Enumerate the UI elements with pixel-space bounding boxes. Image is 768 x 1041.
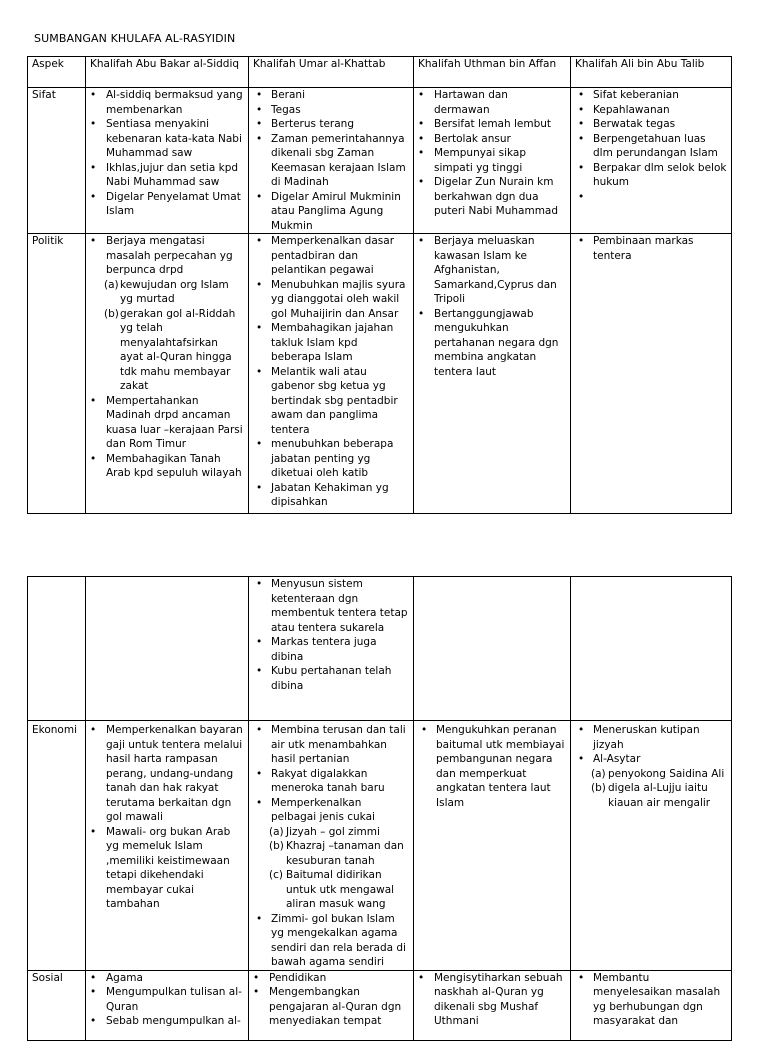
list-item: • Berpakar dlm selok belok hukum (575, 161, 727, 190)
politik-cont-uthman (414, 577, 571, 721)
list-item: • Digelar Zun Nurain km berkahwan dgn dua puteri Nabi Muhammad (418, 175, 566, 219)
header-uthman: Khalifah Uthman bin Affan (414, 57, 571, 88)
sub-item-label: (a) (591, 767, 606, 780)
document-title: SUMBANGAN KHULAFA AL-RASYIDIN (34, 32, 236, 45)
list-item: • Pembinaan markas tentera (575, 234, 727, 263)
sub-item (90, 278, 244, 307)
list-item: • menubuhkan beberapa jabatan penting yg diketuai oleh katib (253, 437, 409, 481)
list-item: • Hartawan dan dermawan (418, 88, 566, 117)
list-item: • Memperkenalkan pelbagai jenis cukai (253, 796, 409, 825)
row-sifat (28, 88, 732, 234)
politik-abu-bakar (86, 234, 249, 514)
list-item: • Memperkenalkan bayaran gaji untuk tentera melalui hasil harta rampasan perang, undang-undang tanah dan hak rakyat terutama berkaitan dgn gol mawali (90, 723, 244, 825)
list-item: • Berpengetahuan luas dlm perundangan Islam (575, 132, 727, 161)
list-item: • Sentiasa menyakini kebenaran kata-kata Nabi Muhammad saw (90, 117, 244, 161)
sub-item-text: kewujudan org Islam yg murtad (120, 278, 229, 305)
politik-uthman (414, 234, 571, 514)
aspect-ekonomi: Ekonomi (28, 721, 86, 971)
sifat-umar (249, 88, 414, 234)
header-ali: Khalifah Ali bin Abu Talib (571, 57, 732, 88)
list-item: • Mempertahankan Madinah drpd ancaman kuasa luar –kerajaan Parsi dan Rom Timur (90, 394, 244, 452)
sub-item-label: (b) (104, 307, 119, 320)
sub-item-text: penyokong Saidina Ali (608, 767, 725, 780)
aspect-empty (28, 577, 86, 721)
politik-cont-abu-bakar (86, 577, 249, 721)
header-aspek: Aspek (28, 57, 86, 88)
header-row (28, 57, 732, 88)
list-item: • Rakyat digalakkan meneroka tanah baru (253, 767, 409, 796)
list-item: • Mengembangkan pengajaran al-Quran dgn menyediakan tempat (253, 985, 409, 1029)
list-item: • Menyusun sistem ketenteraan dgn membentuk tentera tetap atau tentera sukarela (253, 577, 409, 635)
list-item: • Membantu menyelesaikan masalah yg berhubungan dgn masyarakat dan (575, 971, 727, 1029)
list-item: • Sifat keberanian (575, 88, 727, 103)
list-item: • Kepahlawanan (575, 103, 727, 118)
contributions-table-part-2 (27, 576, 732, 1041)
list-item: • Zimmi- gol bukan Islam yg mengekalkan agama sendiri dan rela berada di bawah agama sendiri (253, 912, 409, 970)
list-item: • Mawali- org bukan Arab yg memeluk Islam ,memiliki keistimewaan tetapi dikehendaki membayar cukai tambahan (90, 825, 244, 912)
sub-item (575, 781, 727, 810)
sosial-umar (249, 970, 414, 1040)
list-item: • Memperkenalkan dasar pentadbiran dan pelantikan pegawai (253, 234, 409, 278)
sub-item (253, 839, 409, 868)
politik-umar (249, 234, 414, 514)
aspect-politik: Politik (28, 234, 86, 514)
sub-item-label: (c) (269, 869, 283, 881)
list-item: • Membina terusan dan tali air utk menambahkan hasil pertanian (253, 723, 409, 767)
sub-item (253, 825, 409, 840)
politik-ali (571, 234, 732, 514)
list-item: • Kubu pertahanan telah dibina (253, 664, 409, 693)
list-item: • Berwatak tegas (575, 117, 727, 132)
sosial-uthman (414, 970, 571, 1040)
list-item: • Digelar Amirul Mukminin atau Panglima Agung Mukmin (253, 190, 409, 234)
contributions-table-part-1 (27, 56, 732, 514)
sub-item-label: (a) (104, 278, 119, 291)
list-item: • Mempunyai sikap simpati yg tinggi (418, 146, 566, 175)
header-umar: Khalifah Umar al-Khattab (249, 57, 414, 88)
sub-item-label: (a) (269, 825, 284, 838)
sub-item-text: digela al-Lujju iaitu kiauan air mengalir (608, 782, 711, 809)
sub-item-text: gerakan gol al-Riddah yg telah menyalahtafsirkan ayat al-Quran hingga tdk mahu membayar zakat (120, 307, 236, 392)
ekonomi-uthman (414, 721, 571, 971)
list-item: • Al-siddiq bermaksud yang membenarkan (90, 88, 244, 117)
list-item: • Membahagikan jajahan takluk Islam kpd beberapa Islam (253, 321, 409, 365)
sub-item (575, 767, 727, 782)
sub-item-text: Jizyah – gol zimmi (286, 825, 380, 838)
list-item: • Bersifat lemah lembut (418, 117, 566, 132)
list-item: • Berterus terang (253, 117, 409, 132)
list-item: • Mengisytiharkan sebuah naskhah al-Quran yg dikenali sbg Mushaf Uthmani (418, 971, 566, 1029)
list-item: • Menubuhkan majlis syura yg dianggotai oleh wakil gol Muhaijirin dan Ansar (253, 278, 409, 322)
list-item: • Bertanggungjawab mengukuhkan pertahanan negara dgn membina angkatan tentera laut (418, 307, 566, 380)
sub-item (90, 307, 244, 394)
sub-item (253, 868, 409, 912)
list-item: • Meneruskan kutipan jizyah (575, 723, 727, 752)
row-ekonomi (28, 721, 732, 971)
list-item-text: Berjaya mengatasi masalah perpecahan yg berpunca drpd (106, 235, 233, 276)
row-sosial (28, 970, 732, 1040)
row-politik (28, 234, 732, 514)
sosial-abu-bakar (86, 970, 249, 1040)
list-item: • Berani (253, 88, 409, 103)
row-politik-continued (28, 577, 732, 721)
list-item: • Digelar Penyelamat Umat Islam (90, 190, 244, 219)
ekonomi-abu-bakar (86, 721, 249, 971)
sifat-uthman (414, 88, 571, 234)
list-item: • Membahagikan Tanah Arab kpd sepuluh wilayah (90, 452, 244, 481)
list-item: • Berjaya meluaskan kawasan Islam ke Afghanistan, Samarkand,Cyprus dan Tripoli (418, 234, 566, 307)
sub-item-text: Baitumal didirikan untuk utk mengawal aliran masuk wang (286, 869, 395, 910)
list-item: • Mengukuhkan peranan baitumal utk membiayai pembangunan negara dan memperkuat angkatan tentera laut Islam (418, 723, 566, 810)
sub-item-text: Khazraj –tanaman dan kesuburan tanah (286, 840, 404, 867)
list-item: • Jabatan Kehakiman yg dipisahkan (253, 481, 409, 510)
politik-cont-ali (571, 577, 732, 721)
sub-item-label: (b) (269, 840, 284, 852)
list-item: • Bertolak ansur (418, 132, 566, 147)
politik-cont-umar (249, 577, 414, 721)
list-item: • Al-Asytar (575, 752, 727, 767)
list-item: • Zaman pemerintahannya dikenali sbg Zaman Keemasan kerajaan Islam di Madinah (253, 132, 409, 190)
list-item: • Mengumpulkan tulisan al-Quran (90, 985, 244, 1014)
list-item: • Markas tentera juga dibina (253, 635, 409, 664)
sub-item-label: (b) (591, 782, 606, 794)
sosial-ali (571, 970, 732, 1040)
list-item: • Ikhlas,jujur dan setia kpd Nabi Muhammad saw (90, 161, 244, 190)
header-abu-bakar: Khalifah Abu Bakar al-Siddiq (86, 57, 249, 88)
list-item: • Agama (90, 971, 244, 986)
list-item: • Sebab mengumpulkan al- (90, 1014, 244, 1029)
list-item: • Melantik wali atau gabenor sbg ketua yg bertindak sbg pentadbir awam dan panglima tentera (253, 365, 409, 438)
sifat-ali (571, 88, 732, 234)
aspect-sifat: Sifat (28, 88, 86, 234)
list-item: • Pendidikan (253, 971, 409, 986)
ekonomi-umar (249, 721, 414, 971)
aspect-sosial: Sosial (28, 970, 86, 1040)
ekonomi-ali (571, 721, 732, 971)
list-item (90, 234, 244, 278)
list-item: • Tegas (253, 103, 409, 118)
sifat-abu-bakar (86, 88, 249, 234)
